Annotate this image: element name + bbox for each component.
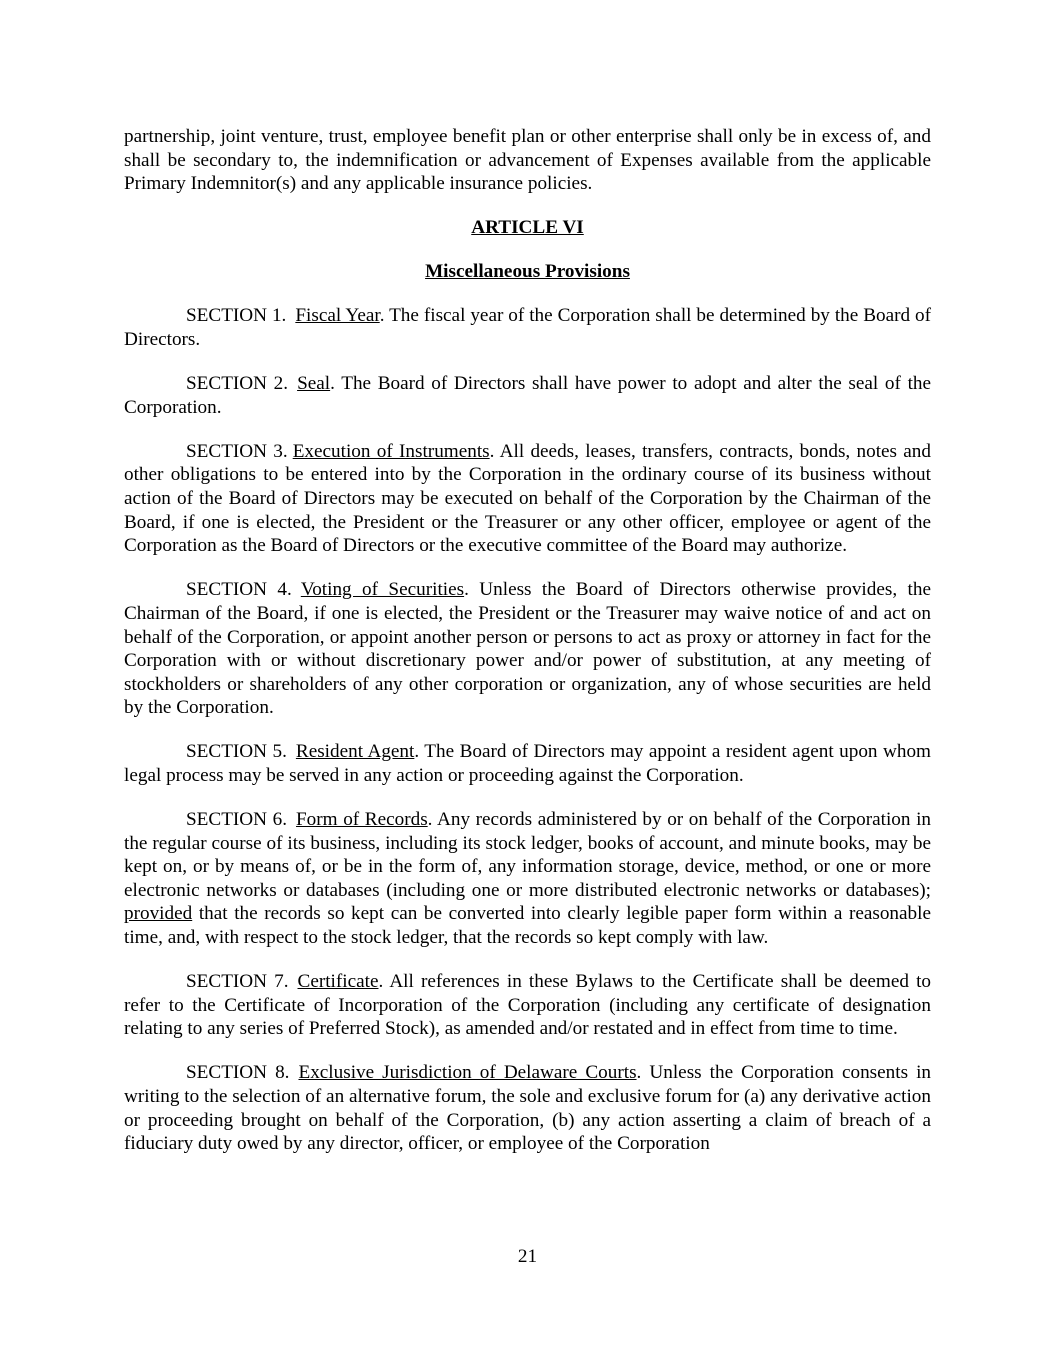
section-label: SECTION 8. <box>186 1062 290 1084</box>
page-number: 21 <box>517 1246 538 1267</box>
section-label: SECTION 5. <box>186 741 287 763</box>
article-heading: ARTICLE VI <box>471 217 584 239</box>
section-label: SECTION 3. <box>186 440 288 462</box>
section-1 <box>124 304 931 351</box>
section-5 <box>124 740 931 787</box>
section-title: Form of Records <box>296 809 428 831</box>
section-title: Voting of Securities <box>300 579 465 601</box>
section-title: Fiscal Year <box>295 305 380 327</box>
section-4 <box>124 578 931 720</box>
section-6 <box>124 808 931 950</box>
section-body: . All references in these Bylaws to the Certificate shall be deemed to refer to the Certificate of Incorporation of the Corporation (including any certificate of designation relating to any series of Preferred Stock), as amended and/or restated and in effect from time to time. <box>124 971 931 1040</box>
section-body: . Unless the Corporation consents in writing to the selection of an alternative forum, the sole and exclusive forum for (a) any derivative action or proceeding brought on behalf of the Corporation, (b) any action asserting a claim of breach of a fiduciary duty owed by any director, officer, or employee of the Corporation <box>124 1062 932 1155</box>
section-title: Certificate <box>297 971 379 993</box>
section-body: . The fiscal year of the Corporation shall be determined by the Board of Directors. <box>124 305 932 351</box>
section-label: SECTION 6. <box>186 809 288 831</box>
section-body: . All deeds, leases, transfers, contracts, bonds, notes and other obligations to be entered into by the Corporation in the ordinary course of its business without action of the Board of Directors may be executed on behalf of the Corporation by the Chairman of the Board, if one is elected, the President or the Treasurer or any other officer, employee or agent of the Corporation as the Board of Directors or the executive committee of the Board may authorize. <box>124 440 931 557</box>
section-label: SECTION 1. <box>186 305 287 327</box>
section-title: Resident Agent <box>295 741 415 763</box>
section-label: SECTION 7. <box>186 971 289 993</box>
section-body-continued: that the records so kept can be converted into clearly legible paper form within a reasonable time, and, with respect to the stock ledger, that the records so kept comply with law. <box>124 903 931 949</box>
section-title: Exclusive Jurisdiction of Delaware Courts <box>298 1062 637 1084</box>
section-2 <box>124 372 931 419</box>
document-page <box>124 125 931 1176</box>
section-body: . The Board of Directors may appoint a resident agent upon whom legal process may be served in any action or proceeding against the Corporation. <box>124 741 931 786</box>
section-body: . Any records administered by or on behalf of the Corporation in the regular course of its business, including its stock ledger, books of account, and minute books, may be kept on, or by means of, or be in the form of, any information storage, device, method, or one or more electronic networks or databases (including one or more distributed electronic networks or databases); <box>124 809 931 901</box>
section-body: . The Board of Directors shall have power to adopt and alter the seal of the Corporation. <box>124 373 932 418</box>
section-body: . Unless the Board of Directors otherwise provides, the Chairman of the Board, if one is elected, the President or the Treasurer may waive notice of and act on behalf of the Corporation, or appoint another person or persons to act as proxy or attorney in fact for the Corporation with or without discretionary power and/or power of substitution, at any meeting of stockholders or shareholders of any other corporation or organization, any of whose securities are held by the Corporation. <box>124 579 931 719</box>
section-3 <box>124 440 931 558</box>
underlined-term: provided <box>124 903 193 925</box>
article-title: Miscellaneous Provisions <box>425 261 630 283</box>
section-title: Seal <box>297 373 331 395</box>
section-title: Execution of Instruments <box>292 440 490 462</box>
section-label: SECTION 4. <box>186 579 292 601</box>
section-7 <box>124 970 931 1041</box>
section-label: SECTION 2. <box>186 373 289 395</box>
section-8 <box>124 1061 931 1155</box>
intro-paragraph: partnership, joint venture, trust, employee benefit plan or other enterprise shall only be in excess of, and shall be secondary to, the indemnification or advancement of Expenses available from the applicable Primary Indemnitor(s) and any applicable insurance policies. <box>124 126 931 195</box>
